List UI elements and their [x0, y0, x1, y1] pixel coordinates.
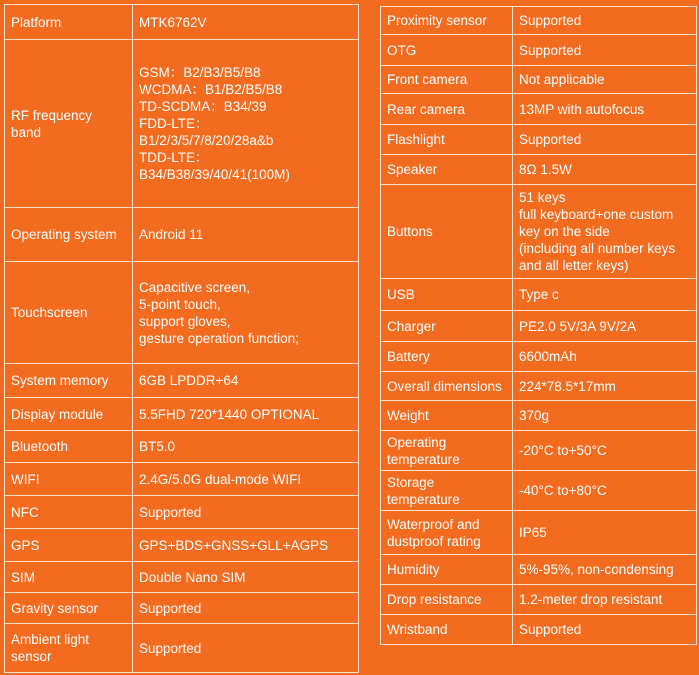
spec-row — [381, 35, 697, 66]
spec-value: MTK6762V — [133, 5, 359, 40]
spec-label: Weight — [381, 401, 513, 431]
spec-row — [5, 529, 359, 562]
spec-value: Supported — [133, 496, 359, 529]
spec-label: Rear camera — [381, 94, 513, 125]
spec-row — [381, 125, 697, 155]
spec-value: Supported — [133, 593, 359, 624]
spec-row — [381, 431, 697, 471]
spec-row — [381, 279, 697, 311]
spec-label: Wristband — [381, 615, 513, 645]
spec-label: Operating system — [5, 208, 133, 262]
spec-label: Charger — [381, 311, 513, 342]
spec-row — [5, 431, 359, 463]
spec-label: Gravity sensor — [5, 593, 133, 624]
spec-value: Supported — [513, 35, 697, 66]
spec-value: IP65 — [513, 511, 697, 555]
spec-value: 370g — [513, 401, 697, 431]
spec-row — [381, 185, 697, 279]
spec-value: Supported — [513, 615, 697, 645]
spec-label: Storage temperature — [381, 471, 513, 511]
spec-label: Waterproof and dustproof rating — [381, 511, 513, 555]
spec-label: Drop resistance — [381, 585, 513, 615]
right-spec-table — [380, 6, 697, 645]
spec-label: Front camera — [381, 66, 513, 94]
spec-value: 2.4G/5.0G dual-mode WIFI — [133, 463, 359, 496]
spec-label: Operating temperature — [381, 431, 513, 471]
spec-value: 224*78.5*17mm — [513, 372, 697, 401]
spec-row — [381, 7, 697, 35]
spec-value: Capacitive screen, 5-point touch, support gloves, gesture operation function; — [133, 262, 359, 364]
spec-label: Flashlight — [381, 125, 513, 155]
spec-value: Supported — [513, 7, 697, 35]
spec-label: Battery — [381, 342, 513, 372]
spec-value: -20°C to+50°C — [513, 431, 697, 471]
spec-value: 6600mAh — [513, 342, 697, 372]
spec-row — [381, 342, 697, 372]
spec-label: SIM — [5, 562, 133, 593]
spec-row — [5, 463, 359, 496]
left-spec-table — [4, 4, 359, 673]
spec-label: WIFI — [5, 463, 133, 496]
spec-row — [381, 585, 697, 615]
spec-label: GPS — [5, 529, 133, 562]
spec-label: Bluetooth — [5, 431, 133, 463]
spec-row — [381, 615, 697, 645]
spec-label: Touchscreen — [5, 262, 133, 364]
spec-value: Double Nano SIM — [133, 562, 359, 593]
spec-label: Humidity — [381, 555, 513, 585]
spec-row — [5, 208, 359, 262]
spec-row — [5, 262, 359, 364]
spec-value: 51 keys full keyboard+one custom key on the side (including all number keys and all letter keys) — [513, 185, 697, 279]
spec-label: RF frequency band — [5, 40, 133, 208]
spec-label: NFC — [5, 496, 133, 529]
spec-value: BT5.0 — [133, 431, 359, 463]
spec-row — [381, 471, 697, 511]
spec-row — [5, 496, 359, 529]
spec-row — [381, 155, 697, 185]
spec-value: Supported — [133, 624, 359, 673]
spec-value: 6GB LPDDR+64 — [133, 364, 359, 398]
spec-label: OTG — [381, 35, 513, 66]
spec-label: Platform — [5, 5, 133, 40]
spec-label: Display module — [5, 398, 133, 431]
spec-value: Type c — [513, 279, 697, 311]
spec-value: PE2.0 5V/3A 9V/2A — [513, 311, 697, 342]
spec-value: 8Ω 1.5W — [513, 155, 697, 185]
spec-row — [5, 40, 359, 208]
spec-row — [381, 511, 697, 555]
spec-row — [381, 372, 697, 401]
spec-value: 13MP with autofocus — [513, 94, 697, 125]
spec-value: GPS+BDS+GNSS+GLL+AGPS — [133, 529, 359, 562]
spec-row — [381, 66, 697, 94]
spec-value: Supported — [513, 125, 697, 155]
spec-row — [381, 555, 697, 585]
spec-label: Speaker — [381, 155, 513, 185]
spec-row — [381, 401, 697, 431]
spec-label: System memory — [5, 364, 133, 398]
spec-row — [5, 562, 359, 593]
spec-value: Not applicable — [513, 66, 697, 94]
spec-row — [381, 94, 697, 125]
spec-row — [5, 398, 359, 431]
spec-value: 5%-95%, non-condensing — [513, 555, 697, 585]
spec-label: Buttons — [381, 185, 513, 279]
spec-value: -40°C to+80°C — [513, 471, 697, 511]
spec-row — [5, 5, 359, 40]
spec-value: Android 11 — [133, 208, 359, 262]
spec-row — [5, 593, 359, 624]
spec-label: Proximity sensor — [381, 7, 513, 35]
spec-row — [5, 624, 359, 673]
spec-row — [5, 364, 359, 398]
spec-label: Overall dimensions — [381, 372, 513, 401]
spec-value: GSM：B2/B3/B5/B8 WCDMA：B1/B2/B5/B8 TD-SCDMA：B34/39 FDD-LTE： B1/2/3/5/7/8/20/28a&b TDD-LTE： B34/B38/39/40/41(100M) — [133, 40, 359, 208]
spec-label: Ambient light sensor — [5, 624, 133, 673]
spec-value: 1.2-meter drop resistant — [513, 585, 697, 615]
spec-value: 5.5FHD 720*1440 OPTIONAL — [133, 398, 359, 431]
spec-label: USB — [381, 279, 513, 311]
spec-row — [381, 311, 697, 342]
